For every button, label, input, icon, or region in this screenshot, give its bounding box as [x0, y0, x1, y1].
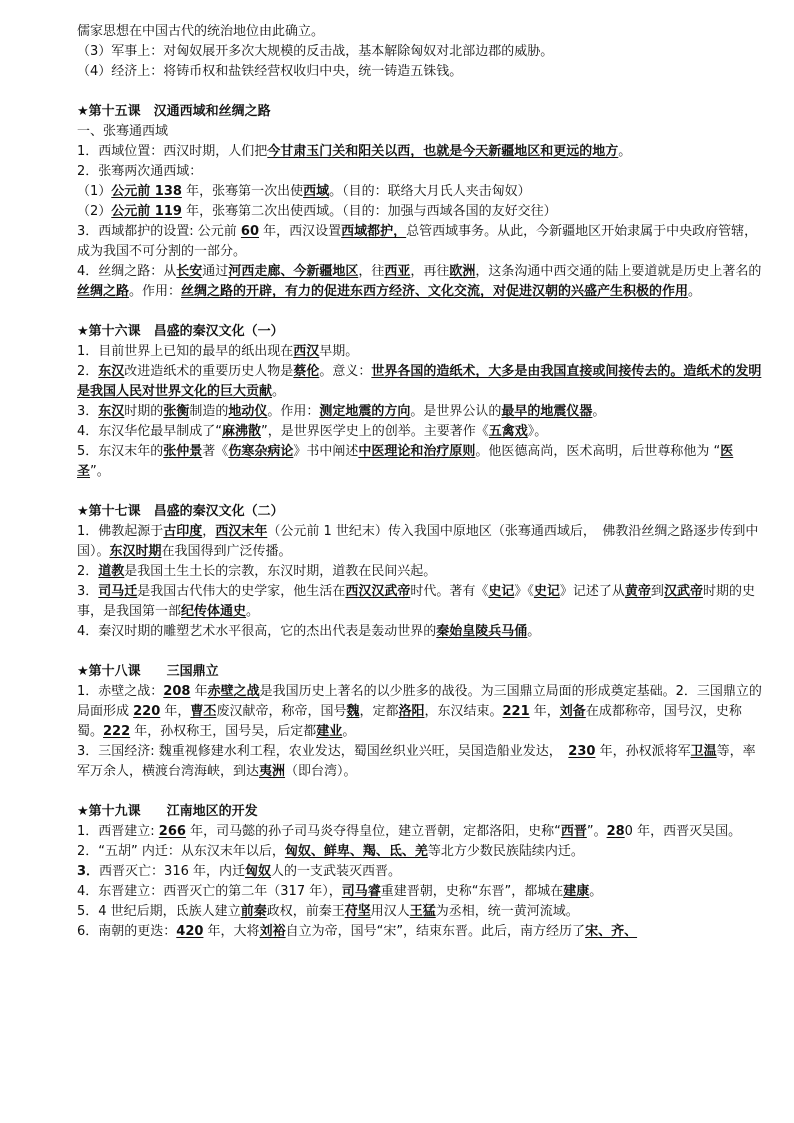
- lesson-15-item-2: 2．张骞两次通西域：: [77, 164, 203, 179]
- lesson-17-title: ★第十七课 昌盛的秦汉文化（二）: [77, 504, 284, 519]
- lesson-18-title: ★第十八课 三国鼎立: [77, 664, 219, 679]
- intro-line-2: （3）军事上：对匈奴展开多次大规模的反击战，基本解除匈奴对北部边郡的威胁。: [77, 44, 554, 59]
- spacer: [77, 82, 762, 102]
- lesson-17-item-1: 1．佛教起源于古印度，西汉末年（公元前 1 世纪末）传入我国中原地区（张骞通西域后， 佛教沿丝绸之路逐步传到中国）。东汉时期在我国得到广泛传播。: [77, 524, 759, 559]
- spacer: [77, 302, 762, 322]
- lesson-16-item-4: 4．东汉华佗最早制成了“麻沸散”，是世界医学史上的创举。主要著作《五禽戏》。: [77, 424, 548, 439]
- lesson-15-item-2-2: （2）公元前 119 年，张骞第二次出使西域。（目的：加强与西域各国的友好交往）: [77, 204, 557, 219]
- spacer: [77, 782, 762, 802]
- lesson-16-title: ★第十六课 昌盛的秦汉文化（一）: [77, 324, 284, 339]
- lesson-19-item-6: 6．南朝的更迭：420 年，大将刘裕自立为帝，国号“宋”，结束东晋。此后，南方经历了宋、齐、: [77, 924, 638, 939]
- lesson-15-item-1: 1．西域位置：西汉时期，人们把今甘肃玉门关和阳关以西，也就是今天新疆地区和更远的地方。: [77, 144, 632, 159]
- lesson-18-item-1: 1．赤壁之战：208 年赤壁之战是我国历史上著名的以少胜多的战役。为三国鼎立局面的形成奠定基础。2．三国鼎立的局面形成 220 年，曹丕废汉献帝，称帝，国号魏，定都洛阳，东汉结束。221 年，刘备在成都称帝，国号汉，史称蜀。222 年，孙权称王，国号吴，后定都建业。: [77, 684, 762, 739]
- lesson-15-item-4: 4．丝绸之路：从长安通过河西走廊、今新疆地区，往西亚，再往欧洲，这条沟通中西交通的陆上要道就是历史上著名的丝绸之路。作用：丝绸之路的开辟，有力的促进东西方经济、文化交流，对促进汉朝的兴盛产生积极的作用。: [77, 264, 762, 299]
- lesson-15-item-2-1: （1）公元前 138 年，张骞第一次出使西域。（目的：联络大月氏人夹击匈奴）: [77, 184, 531, 199]
- lesson-17-item-3: 3．司马迁是我国古代伟大的史学家，他生活在西汉汉武帝时代。著有《史记》《史记》记述了从黄帝到汉武帝时期的史事，是我国第一部纪传体通史。: [77, 584, 755, 619]
- document-page: [77, 22, 762, 942]
- spacer: [77, 482, 762, 502]
- lesson-15-title: ★第十五课 汉通西域和丝绸之路: [77, 104, 271, 119]
- lesson-17-item-4: 4．秦汉时期的雕塑艺术水平很高，它的杰出代表是轰动世界的秦始皇陵兵马俑。: [77, 624, 541, 639]
- lesson-18-item-3: 3．三国经济: 魏重视修建水利工程，农业发达，蜀国丝织业兴旺，吴国造船业发达， 230 年，孙权派将军卫温等，率军万余人，横渡台湾海峡，到达夷洲（即台湾）。: [77, 744, 756, 779]
- lesson-19-item-2: 2．“五胡” 内迁：从东汉末年以后，匈奴、鲜卑、羯、氐、羌等北方少数民族陆续内迁。: [77, 844, 584, 859]
- lesson-15-subtitle: 一、张骞通西域: [77, 124, 169, 139]
- intro-line-3: （4）经济上：将铸币权和盐铁经营权收归中央，统一铸造五铢钱。: [77, 64, 463, 79]
- lesson-19-item-3: 3．西晋灭亡：316 年，内迁匈奴人的一支武装灭西晋。: [77, 864, 402, 879]
- lesson-15-item-3: 3．西域都护的设置: 公元前 60 年，西汉设置西域都护，总管西域事务。从此，今新疆地区开始隶属于中央政府管辖，成为我国不可分割的一部分。: [77, 224, 758, 259]
- intro-line-1: 儒家思想在中国古代的统治地位由此确立。: [77, 24, 325, 39]
- lesson-16-item-5: 5．东汉末年的张仲景著《伤寒杂病论》书中阐述中医理论和治疗原则。他医德高尚，医术高明，后世尊称他为 “医圣”。: [77, 444, 734, 479]
- lesson-19-item-4: 4．东晋建立：西晋灭亡的第二年（317 年），司马睿重建晋朝，史称“东晋”，都城在建康。: [77, 884, 603, 899]
- lesson-16-item-1: 1．目前世界上已知的最早的纸出现在西汉早期。: [77, 344, 359, 359]
- spacer: [77, 642, 762, 662]
- lesson-19-item-5: 5．4 世纪后期，氐族人建立前秦政权，前秦王苻坚用汉人王猛为丞相，统一黄河流域。: [77, 904, 579, 919]
- lesson-16-item-3: 3．东汉时期的张衡制造的地动仪。作用：测定地震的方向。是世界公认的最早的地震仪器。: [77, 404, 606, 419]
- lesson-17-item-2: 2．道教是我国土生土长的宗教，东汉时期，道教在民间兴起。: [77, 564, 437, 579]
- lesson-19-item-1: 1．西晋建立: 266 年，司马懿的孙子司马炎夺得皇位，建立晋朝，定都洛阳，史称“西晋”。280 年，西晋灭吴国。: [77, 824, 742, 839]
- lesson-16-item-2: 2．东汉改进造纸术的重要历史人物是蔡伦。意义：世界各国的造纸术，大多是由我国直接或间接传去的。造纸术的发明是我国人民对世界文化的巨大贡献。: [77, 364, 762, 399]
- lesson-19-title: ★第十九课 江南地区的开发: [77, 804, 258, 819]
